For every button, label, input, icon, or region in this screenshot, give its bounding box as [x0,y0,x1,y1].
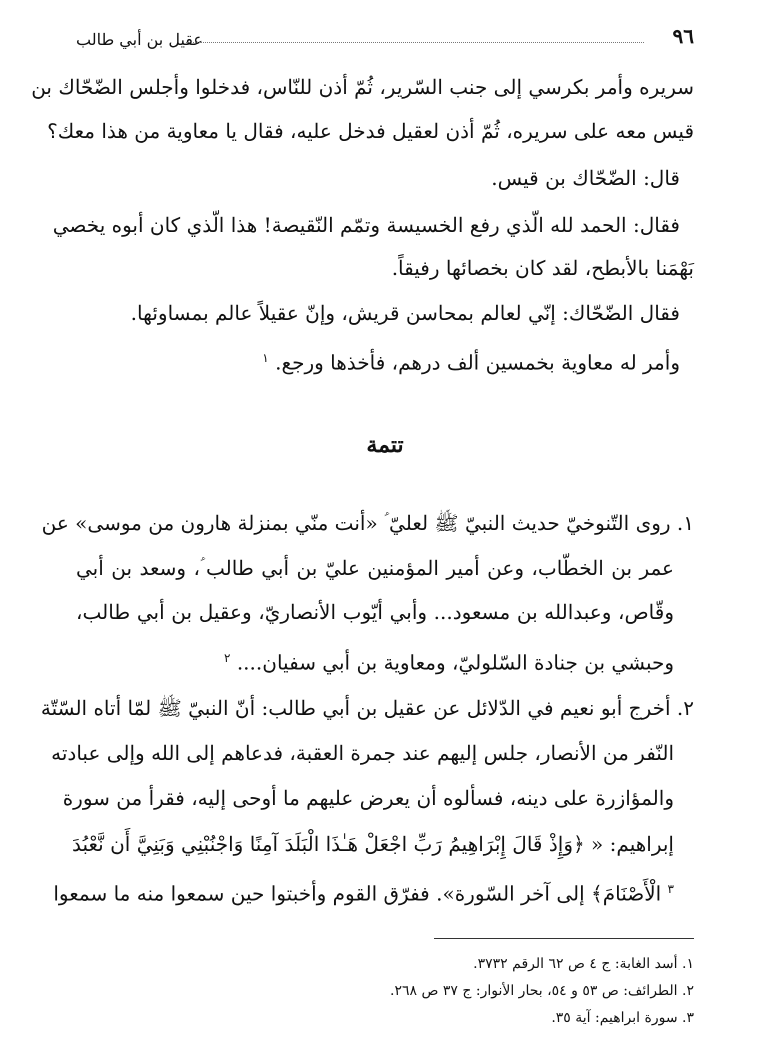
body-line: قيس معه على سريره، ثُمّ أذن لعقيل فدخل عليه، فقال يا معاوية من هذا معك؟ [47,119,694,143]
body-line-with-ref [76,343,680,378]
item1-line: وقّاص، وعبدالله بن مسعود... وأبي أيّوب الأنصاريّ، وعقيل بن أبي طالب، [76,600,674,624]
item1-line: عمر بن الخطّاب، وعن أمير المؤمنين عليّ بن أبي طالب ؑ، وسعد بن أبي [76,556,674,580]
item2-line-with-ref [53,874,674,909]
body-line: قال: الضّحّاك بن قيس. [491,166,680,190]
header-dotted-leader [186,42,644,43]
body-line: فقال الضّحّاك: إنّي لعالم بمحاسن قريش، وإنّ عقيلاً عالم بمساوئها. [130,301,680,325]
item2-line: النّفر من الأنصار، جلس إليهم عند جمرة العقبة، فدعاهم إلى الله وإلى عبادته [51,741,674,765]
footnote-3: ٣. سورة ابراهيم: آية ٣٥. [551,1010,694,1026]
item2-line: ٢. أخرج أبو نعيم في الدّلائل عن عقيل بن أبي طالب: أنّ النبيّ ﷺ لمّا أتاه السّتّة [40,696,694,720]
body-line-text: وأمر له معاوية بخمسين ألف درهم، فأخذها ورجع. [275,350,680,375]
footnote-1: ١. أسد الغابة: ج ٤ ص ٦٢ الرقم ٣٧٣٢. [473,956,694,972]
body-line: بَهْمَنا بالأبطح، لقد كان بخصائها رفيقاً. [391,256,694,280]
item2-quran-line: إبراهيم: « ﴿وَإِذْ قَالَ إِبْرَاهِيمُ رَبِّ اجْعَلْ هَـٰذَا الْبَلَدَ آمِنًا وَاجْنُبْنِي وَبَنِيَّ أَن نَّعْبُدَ [71,832,674,856]
footnote-ref-2: ٢ [224,651,231,665]
section-heading: تتمة [366,432,404,458]
footnote-separator [434,938,694,939]
item1-line-with-ref [76,643,674,678]
body-line: فقال: الحمد لله الّذي رفع الخسيسة وتمّم النّقيصة! هذا الّذي كان أبوه يخصي [52,213,680,237]
footnote-ref-3: ٣ [667,882,674,896]
body-line: سريره وأمر بكرسي إلى جنب السّرير، ثُمّ أذن للنّاس، فدخلوا وأجلس الضّحّاك بن [31,75,694,99]
page-number: ٩٦ [672,24,694,48]
item1-line: ١. روى التّنوخيّ حديث النبيّ ﷺ لعليّ ؑ «أنت منّي بمنزلة هارون من موسى» عن [41,511,694,535]
page-header [76,24,694,52]
item2-line-text: الْأَصْنَامَ﴾ إلى آخر السّورة». ففرّق القوم وأخبتوا حين سمعوا منه ما سمعوا [53,881,662,906]
running-title: عقيل بن أبي طالب [76,30,203,49]
item2-line: والمؤازرة على دينه، فسألوه أن يعرض عليهم ما أوحى إليه، فقرأ من سورة [62,786,674,810]
footnote-2: ٢. الطرائف: ص ٥٣ و ٥٤، بحار الأنوار: ج ٣٧ ص ٢٦٨. [390,983,694,999]
item1-line-text: وحبشي بن جنادة السّلوليّ، ومعاوية بن أبي سفيان.... [236,650,674,675]
footnote-ref-1: ١ [262,351,269,365]
